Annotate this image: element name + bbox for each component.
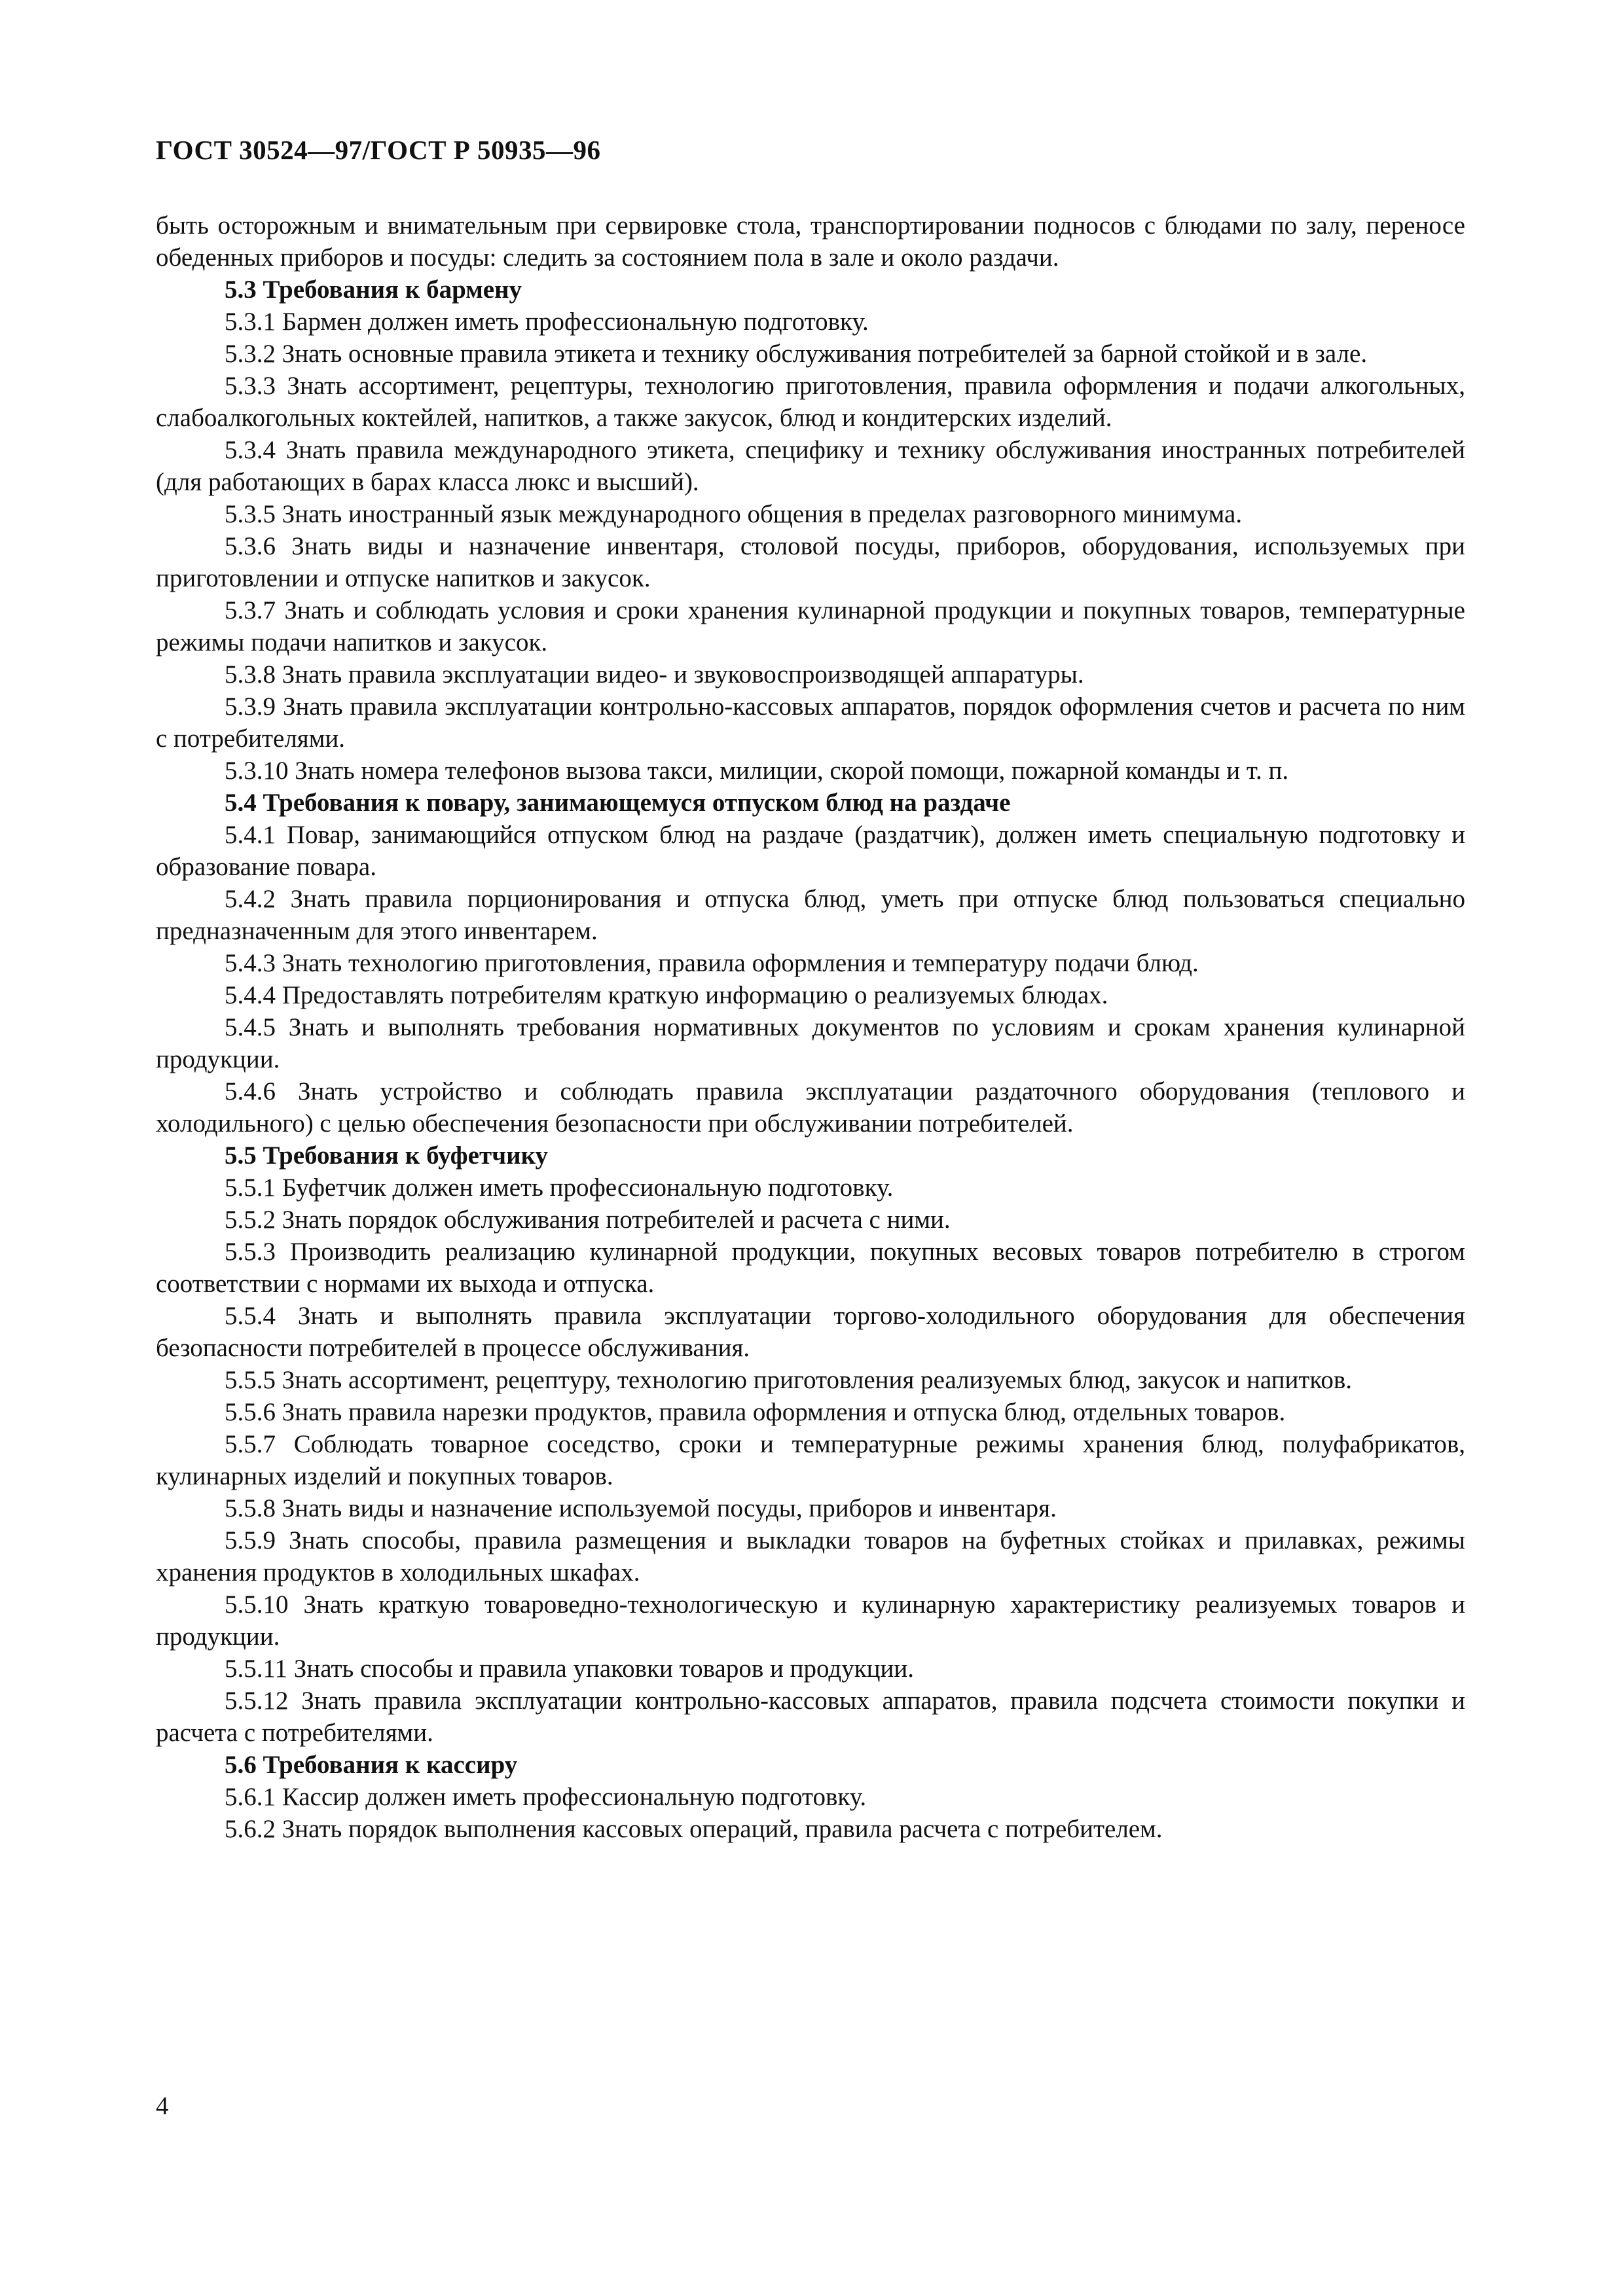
paragraph: 5.4.6 Знать устройство и соблюдать правила эксплуатации раздаточного оборудования (теплового и холодильного) с целью обеспечения безопасности при обслуживании потребителей.: [156, 1077, 1465, 1138]
section-heading: 5.3 Требования к бармену: [225, 276, 522, 304]
paragraph: 5.3.7 Знать и соблюдать условия и сроки хранения кулинарной продукции и покупных товаров, температурные режимы подачи напитков и закусок.: [156, 596, 1465, 656]
document-header: ГОСТ 30524—97/ГОСТ Р 50935—96: [156, 135, 601, 165]
paragraph: 5.3.5 Знать иностранный язык международного общения в пределах разговорного минимума.: [225, 500, 1243, 528]
paragraph: 5.3.2 Знать основные правила этикета и технику обслуживания потребителей за барной стойкой и в зале.: [225, 340, 1368, 368]
paragraph: 5.5.4 Знать и выполнять правила эксплуатации торгово-холодильного оборудования для обеспечения безопасности потребителей в процессе обслуживания.: [156, 1302, 1465, 1362]
paragraph: 5.4.1 Повар, занимающийся отпуском блюд на раздаче (раздатчик), должен иметь специальную подготовку и образование повара.: [156, 821, 1465, 881]
paragraph: 5.3.10 Знать номера телефонов вызова такси, милиции, скорой помощи, пожарной команды и т. п.: [225, 757, 1289, 785]
paragraph: 5.5.8 Знать виды и назначение используемой посуды, приборов и инвентаря.: [225, 1494, 1057, 1522]
page-number: 4: [156, 2092, 169, 2120]
paragraph: 5.5.12 Знать правила эксплуатации контрольно-кассовых аппаратов, правила подсчета стоимости покупки и расчета с потребителями.: [156, 1687, 1465, 1747]
paragraph: 5.4.2 Знать правила порционирования и отпуска блюд, уметь при отпуске блюд пользоваться специально предназначенным для этого инвентарем.: [156, 885, 1465, 945]
paragraph: 5.3.4 Знать правила международного этикета, специфику и технику обслуживания иностранных потребителей (для работающих в барах класса люкс и высший).: [156, 436, 1465, 496]
document-body: [156, 209, 1465, 1845]
paragraph: 5.5.3 Производить реализацию кулинарной продукции, покупных весовых товаров потребителю в строгом соответствии с нормами их выхода и отпуска.: [156, 1238, 1465, 1298]
paragraph: 5.4.4 Предоставлять потребителям краткую информацию о реализуемых блюдах.: [225, 981, 1108, 1009]
paragraph: 5.3.8 Знать правила эксплуатации видео- и звуковоспроизводящей аппаратуры.: [225, 660, 1084, 689]
paragraph: 5.4.3 Знать технологию приготовления, правила оформления и температуру подачи блюд.: [225, 949, 1199, 977]
paragraph: 5.5.2 Знать порядок обслуживания потребителей и расчета с ними.: [225, 1206, 951, 1234]
paragraph-continuation: быть осторожным и внимательным при сервировке стола, транспортировании подносов с блюдами по залу, переносе обеденных приборов и посуды: следить за состоянием пола в зале и около раздачи.: [156, 211, 1465, 272]
section-heading: 5.5 Требования к буфетчику: [225, 1141, 548, 1170]
paragraph: 5.3.9 Знать правила эксплуатации контрольно-кассовых аппаратов, порядок оформления счетов и расчета по ним с потребителями.: [156, 692, 1465, 753]
paragraph: 5.5.5 Знать ассортимент, рецептуру, технологию приготовления реализуемых блюд, закусок и напитков.: [225, 1366, 1353, 1394]
paragraph: 5.6.1 Кассир должен иметь профессиональную подготовку.: [225, 1783, 867, 1811]
paragraph: 5.5.7 Соблюдать товарное соседство, сроки и температурные режимы хранения блюд, полуфабрикатов, кулинарных изделий и покупных товаров.: [156, 1430, 1465, 1490]
section-heading: 5.4 Требования к повару, занимающемуся отпуском блюд на раздаче: [225, 789, 1011, 817]
paragraph: 5.6.2 Знать порядок выполнения кассовых операций, правила расчета с потребителем.: [225, 1815, 1163, 1843]
paragraph: 5.3.3 Знать ассортимент, рецептуры, технологию приготовления, правила оформления и подачи алкогольных, слабоалкогольных коктейлей, напитков, а также закусок, блюд и кондитерских изделий.: [156, 372, 1465, 432]
paragraph: 5.4.5 Знать и выполнять требования нормативных документов по условиям и срокам хранения кулинарной продукции.: [156, 1013, 1465, 1073]
paragraph: 5.5.11 Знать способы и правила упаковки товаров и продукции.: [225, 1655, 915, 1683]
section-heading: 5.6 Требования к кассиру: [225, 1751, 518, 1779]
paragraph: 5.5.10 Знать краткую товароведно-технологическую и кулинарную характеристику реализуемых товаров и продукции.: [156, 1590, 1465, 1651]
paragraph: 5.3.1 Бармен должен иметь профессиональную подготовку.: [225, 308, 869, 336]
paragraph: 5.5.1 Буфетчик должен иметь профессиональную подготовку.: [225, 1174, 894, 1202]
paragraph: 5.3.6 Знать виды и назначение инвентаря, столовой посуды, приборов, оборудования, используемых при приготовлении и отпуске напитков и закусок.: [156, 532, 1465, 592]
paragraph: 5.5.9 Знать способы, правила размещения и выкладки товаров на буфетных стойках и прилавках, режимы хранения продуктов в холодильных шкафах.: [156, 1526, 1465, 1587]
paragraph: 5.5.6 Знать правила нарезки продуктов, правила оформления и отпуска блюд, отдельных товаров.: [225, 1398, 1286, 1426]
